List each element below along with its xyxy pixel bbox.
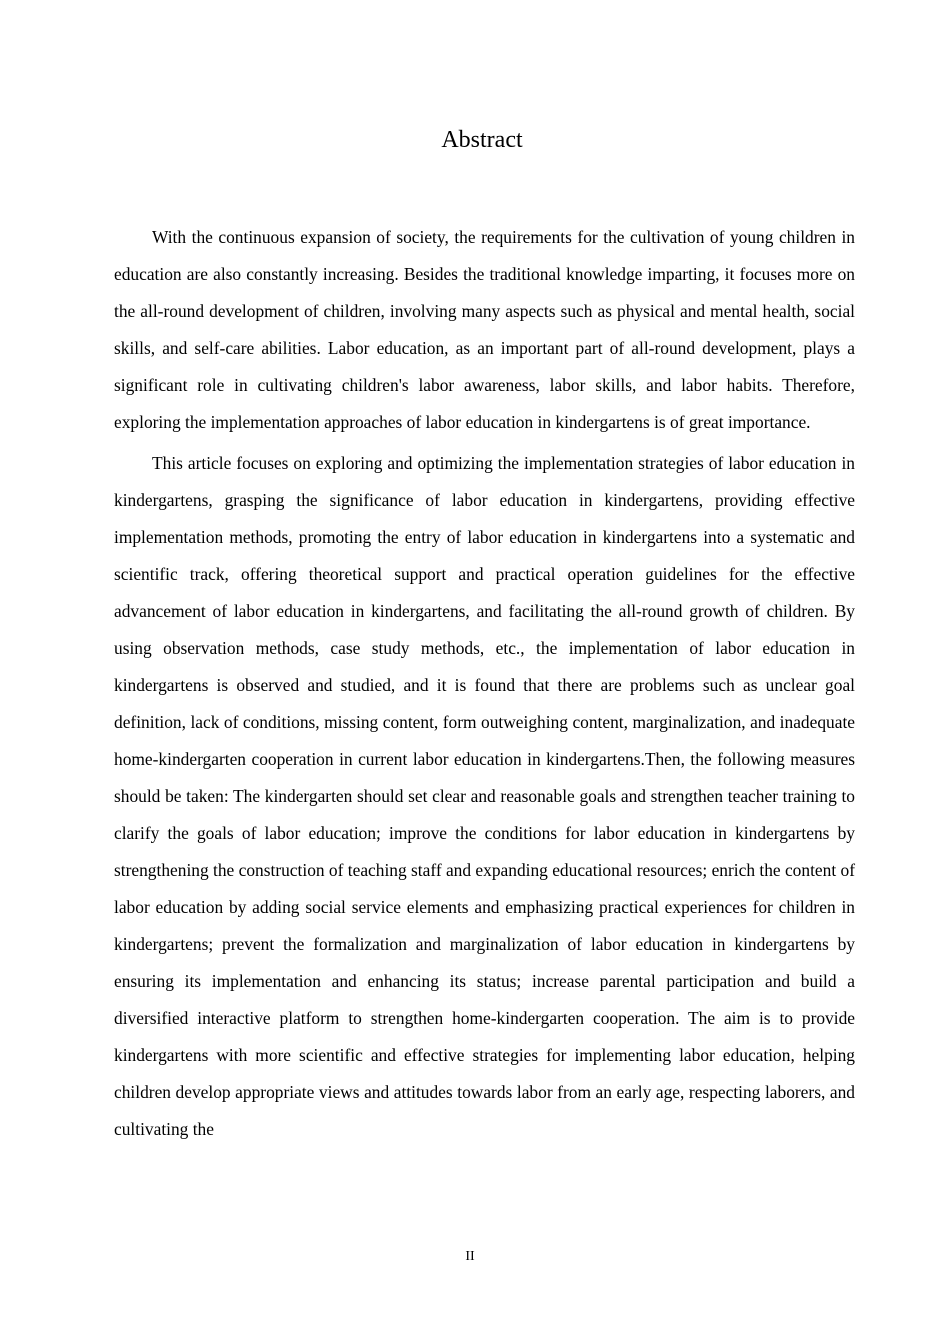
page-number: II (465, 1249, 475, 1264)
abstract-paragraph-1: With the continuous expansion of society, the requirements for the cultivation of young children in education are also constantly increasing. Besides the traditional knowledge imparting, it focuses more on the all-round development of children, involving many aspects such as physical and mental health, social skills, and self-care abilities. Labor education, as an important part of all-round development, plays a significant role in cultivating children's labor awareness, labor skills, and labor habits. Therefore, exploring the implementation approaches of labor education in kindergartens is of great importance. (114, 227, 855, 432)
page-title: Abstract (441, 127, 523, 153)
abstract-paragraph-2: This article focuses on exploring and optimizing the implementation strategies of labor education in kindergartens, grasping the significance of labor education in kindergartens, providing effective implementation methods, promoting the entry of labor education in kindergartens into a systematic and scientific track, offering theoretical support and practical operation guidelines for the effective advancement of labor education in kindergartens, and facilitating the all-round growth of children. By using observation methods, case study methods, etc., the implementation of labor education in kindergartens is observed and studied, and it is found that there are problems such as unclear goal definition, lack of conditions, missing content, form outweighing content, marginalization, and inadequate home-kindergarten cooperation in current labor education in kindergartens.Then, the following measures should be taken: The kindergarten should set clear and reasonable goals and strengthen teacher training to clarify the goals of labor education; improve the conditions for labor education in kindergartens by strengthening the construction of teaching staff and expanding educational resources; enrich the content of labor education by adding social service elements and emphasizing practical experiences for children in kindergartens; prevent the formalization and marginalization of labor education in kindergartens by ensuring its implementation and enhancing its status; increase parental participation and build a diversified interactive platform to strengthen home-kindergarten cooperation. The aim is to provide kindergartens with more scientific and effective strategies for implementing labor education, helping children develop appropriate views and attitudes towards labor from an early age, respecting laborers, and cultivating the (114, 453, 855, 1139)
abstract-body (114, 219, 855, 1152)
